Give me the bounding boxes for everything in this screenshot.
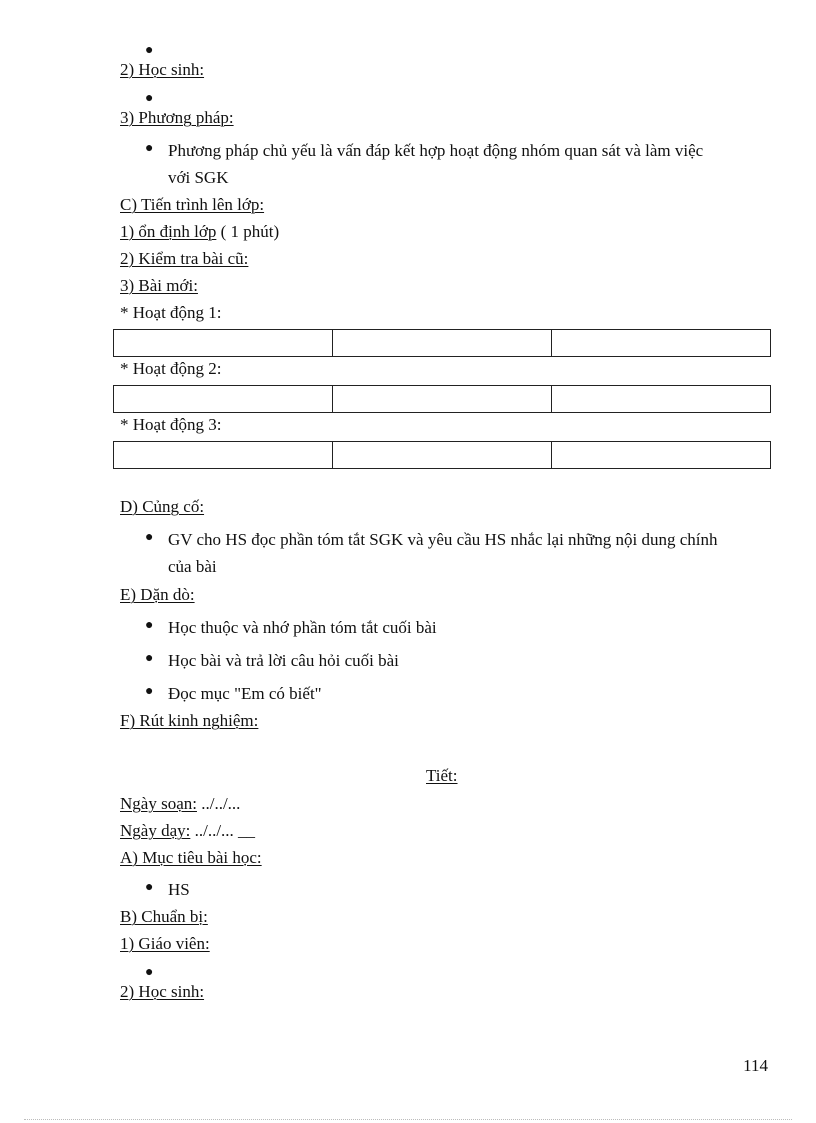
experience-heading: F) Rút kinh nghiệm: (120, 711, 259, 730)
consolidation-text: GV cho HS đọc phần tóm tắt SGK và yêu cầu HS nhắc lại những nội dung chính (168, 530, 718, 549)
empty-bullet: ● (145, 965, 154, 980)
teach-date-value: ../../... __ (190, 821, 256, 840)
activity1-table (113, 329, 771, 357)
bullet: ● (145, 141, 154, 156)
prep-date (120, 794, 240, 814)
empty-bullet: ● (145, 43, 154, 58)
prep-date-value: ../../... (196, 794, 241, 813)
bullet: ● (145, 684, 154, 699)
activity3-label: * Hoạt động 3: (120, 415, 222, 434)
method-text: Phương pháp chủ yếu là vấn đáp kết hợp hoạt động nhóm quan sát và làm việc (168, 141, 704, 160)
step3-heading: 3) Bài mới: (120, 276, 198, 295)
step1 (120, 222, 279, 242)
homework-heading: E) Dặn dò: (120, 585, 195, 604)
method-text-cont: với SGK (168, 168, 229, 187)
objective-item: HS (168, 880, 190, 899)
prep-date-label: Ngày soạn: (120, 794, 197, 813)
teach-date-label: Ngày dạy: (120, 821, 191, 840)
bullet: ● (145, 880, 154, 895)
teacher-heading: 1) Giáo viên: (120, 934, 210, 953)
process-heading: C) Tiến trình lên lớp: (120, 195, 265, 214)
consolidation-text-cont: của bài (168, 557, 217, 576)
period-title: Tiết: (426, 766, 458, 785)
students-heading-2: 2) Học sinh: (120, 982, 205, 1001)
method-heading: 3) Phương pháp: (120, 108, 234, 127)
activity3-table (113, 441, 771, 469)
bullet: ● (145, 618, 154, 633)
step2-heading: 2) Kiểm tra bài cũ: (120, 249, 249, 268)
empty-bullet: ● (145, 91, 154, 106)
bullet: ● (145, 651, 154, 666)
activity2-label: * Hoạt động 2: (120, 359, 222, 378)
page-bottom-rule (24, 1119, 792, 1120)
objectives-heading: A) Mục tiêu bài học: (120, 848, 262, 867)
page-number: 114 (743, 1056, 768, 1075)
teach-date (120, 821, 255, 841)
homework-item: Học bài và trả lời câu hỏi cuối bài (168, 651, 399, 670)
bullet: ● (145, 530, 154, 545)
activity2-table (113, 385, 771, 413)
step1-heading: 1) ổn định lớp (120, 222, 217, 241)
prep-heading: B) Chuẩn bị: (120, 907, 208, 926)
homework-item: Học thuộc và nhớ phần tóm tắt cuối bài (168, 618, 437, 637)
homework-item: Đọc mục "Em có biết" (168, 684, 322, 703)
activity1-label: * Hoạt động 1: (120, 303, 222, 322)
step1-note: ( 1 phút) (216, 222, 280, 241)
students-heading: 2) Học sinh: (120, 60, 205, 79)
consolidation-heading: D) Củng cố: (120, 497, 205, 516)
